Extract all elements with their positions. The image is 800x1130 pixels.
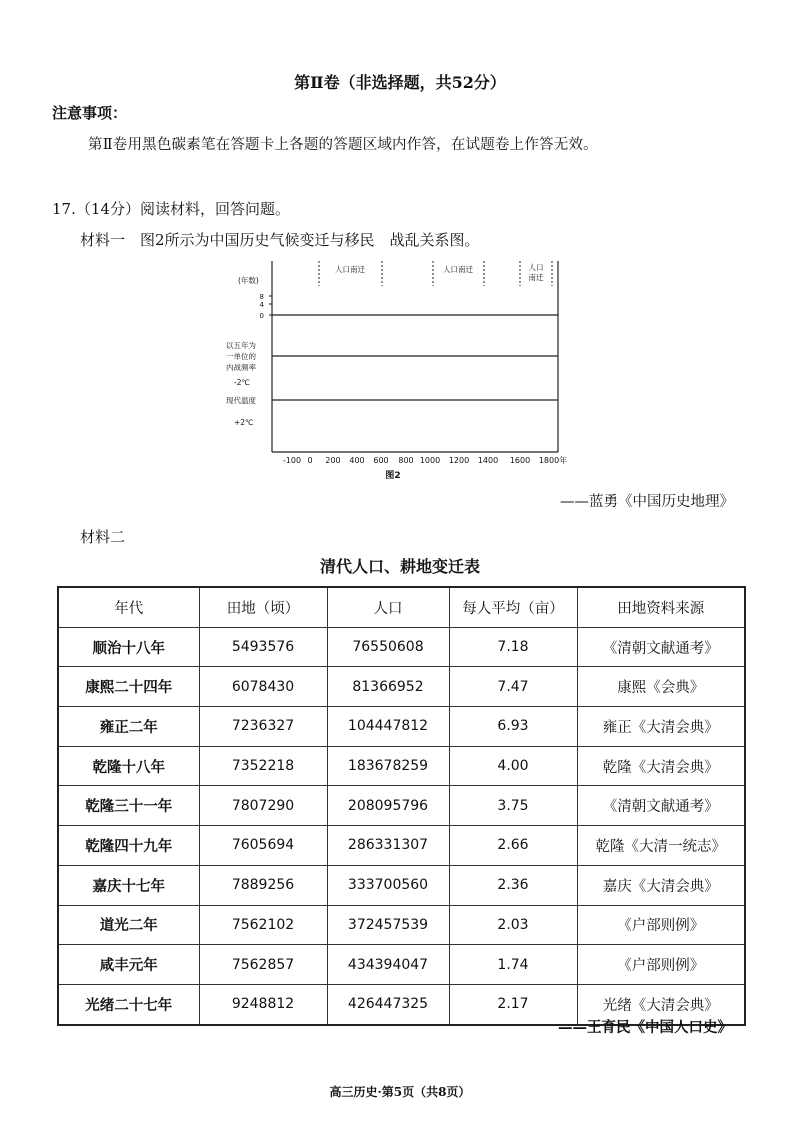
x-tick-label: 1600	[509, 456, 531, 465]
x-tick-label: 1400	[477, 456, 499, 465]
source-cell: 《清朝文献通考》	[577, 627, 745, 667]
section-title: 第Ⅱ卷（非选择题，共52分）	[294, 73, 506, 92]
header-population: 人口	[327, 587, 449, 627]
era-cell: 康熙二十四年	[58, 667, 199, 707]
land-cell: 7889256	[199, 865, 327, 905]
land-cell: 5493576	[199, 627, 327, 667]
table-row	[58, 746, 745, 786]
modern-temp-label: 现代温度	[226, 396, 256, 405]
x-tick-label: 400	[349, 456, 365, 465]
source-cell: 《户部则例》	[577, 905, 745, 945]
per-capita-cell: 2.36	[449, 865, 577, 905]
table-row	[58, 707, 745, 747]
table-row	[58, 905, 745, 945]
x-tick-label: 800	[398, 456, 414, 465]
land-cell: 7562102	[199, 905, 327, 945]
x-tick-label: 1800年	[538, 456, 568, 465]
source-cell: 光绪《大清会典》	[577, 984, 745, 1024]
war-freq-label-2: 一单位的	[226, 352, 256, 361]
land-cell: 7807290	[199, 786, 327, 826]
per-capita-cell: 7.18	[449, 627, 577, 667]
header-per-capita: 每人平均（亩）	[449, 587, 577, 627]
x-tick-label: 200	[325, 456, 341, 465]
per-capita-cell: 6.93	[449, 707, 577, 747]
source-cell: 康熙《会典》	[577, 667, 745, 707]
y-tick-label-8: 8	[259, 293, 264, 301]
era-cell: 乾隆三十一年	[58, 786, 199, 826]
era-cell: 道光二年	[58, 905, 199, 945]
climate-migration-figure	[222, 256, 582, 484]
material2-source: ——王育民《中国人口史》	[558, 1019, 732, 1036]
per-capita-cell: 2.66	[449, 826, 577, 866]
table-row	[58, 865, 745, 905]
header-era: 年代	[58, 587, 199, 627]
population-cell: 426447325	[327, 984, 449, 1024]
population-cell: 183678259	[327, 746, 449, 786]
era-cell: 顺治十八年	[58, 627, 199, 667]
table-header-row	[58, 587, 745, 627]
source-cell: 乾隆《大清一统志》	[577, 826, 745, 866]
temp-minus2-label: -2℃	[234, 378, 250, 387]
y-tick-label-4: 4	[259, 301, 264, 309]
material1-source: ——蓝勇《中国历史地理》	[560, 494, 734, 510]
migration-label-3a: 人口	[528, 263, 544, 272]
per-capita-cell: 1.74	[449, 945, 577, 985]
population-cell: 434394047	[327, 945, 449, 985]
table-row	[58, 627, 745, 667]
header-land: 田地（顷）	[199, 587, 327, 627]
era-cell: 雍正二年	[58, 707, 199, 747]
war-freq-label-3: 内战频率	[226, 363, 256, 372]
table-title: 清代人口、耕地变迁表	[319, 557, 480, 576]
figure-caption: 图2	[385, 471, 401, 481]
population-cell: 286331307	[327, 826, 449, 866]
era-cell: 乾隆十八年	[58, 746, 199, 786]
era-cell: 嘉庆十七年	[58, 865, 199, 905]
table-row	[58, 667, 745, 707]
header-source: 田地资料来源	[577, 587, 745, 627]
population-land-table	[57, 586, 746, 1026]
per-capita-cell: 7.47	[449, 667, 577, 707]
x-tick-label: 600	[373, 456, 389, 465]
source-cell: 乾隆《大清会典》	[577, 746, 745, 786]
population-cell: 208095796	[327, 786, 449, 826]
question-header: 17.（14分）阅读材料，回答问题。	[52, 200, 290, 218]
x-tick-label: -100	[282, 456, 302, 465]
per-capita-cell: 2.17	[449, 984, 577, 1024]
notes-label: 注意事项：	[52, 104, 128, 122]
material1-intro: 材料一 图2所示为中国历史气候变迁与移民 战乱关系图。	[80, 231, 480, 249]
migration-label-1: 人口南迁	[335, 265, 365, 274]
population-cell: 76550608	[327, 627, 449, 667]
population-cell: 372457539	[327, 905, 449, 945]
land-cell: 9248812	[199, 984, 327, 1024]
x-tick-label: 1200	[448, 456, 470, 465]
per-capita-cell: 3.75	[449, 786, 577, 826]
source-cell: 嘉庆《大清会典》	[577, 865, 745, 905]
population-cell: 104447812	[327, 707, 449, 747]
source-cell: 《户部则例》	[577, 945, 745, 985]
migration-label-2: 人口南迁	[443, 265, 473, 274]
land-cell: 7352218	[199, 746, 327, 786]
source-cell: 《清朝文献通考》	[577, 786, 745, 826]
land-cell: 7562857	[199, 945, 327, 985]
per-capita-cell: 4.00	[449, 746, 577, 786]
land-cell: 7236327	[199, 707, 327, 747]
notes-text: 第Ⅱ卷用黑色碳素笔在答题卡上各题的答题区域内作答，在试题卷上作答无效。	[88, 137, 598, 153]
y-tick-label-0: 0	[259, 312, 264, 320]
table-row	[58, 945, 745, 985]
table-row	[58, 826, 745, 866]
war-freq-label-1: 以五年为	[226, 341, 256, 350]
x-tick-label: 0	[307, 456, 313, 465]
migration-label-3b: 南迁	[528, 273, 544, 282]
era-cell: 咸丰元年	[58, 945, 199, 985]
material2-label: 材料二	[80, 528, 126, 546]
x-tick-label: 1000	[419, 456, 441, 465]
population-cell: 81366952	[327, 667, 449, 707]
page-footer: 高三历史·第5页（共8页）	[329, 1085, 471, 1099]
per-capita-cell: 2.03	[449, 905, 577, 945]
population-cell: 333700560	[327, 865, 449, 905]
y-unit-label: (年数)	[238, 276, 259, 285]
era-cell: 乾隆四十九年	[58, 826, 199, 866]
land-cell: 6078430	[199, 667, 327, 707]
land-cell: 7605694	[199, 826, 327, 866]
source-cell: 雍正《大清会典》	[577, 707, 745, 747]
temp-plus2-label: +2℃	[234, 418, 254, 427]
table-row	[58, 786, 745, 826]
era-cell: 光绪二十七年	[58, 984, 199, 1024]
